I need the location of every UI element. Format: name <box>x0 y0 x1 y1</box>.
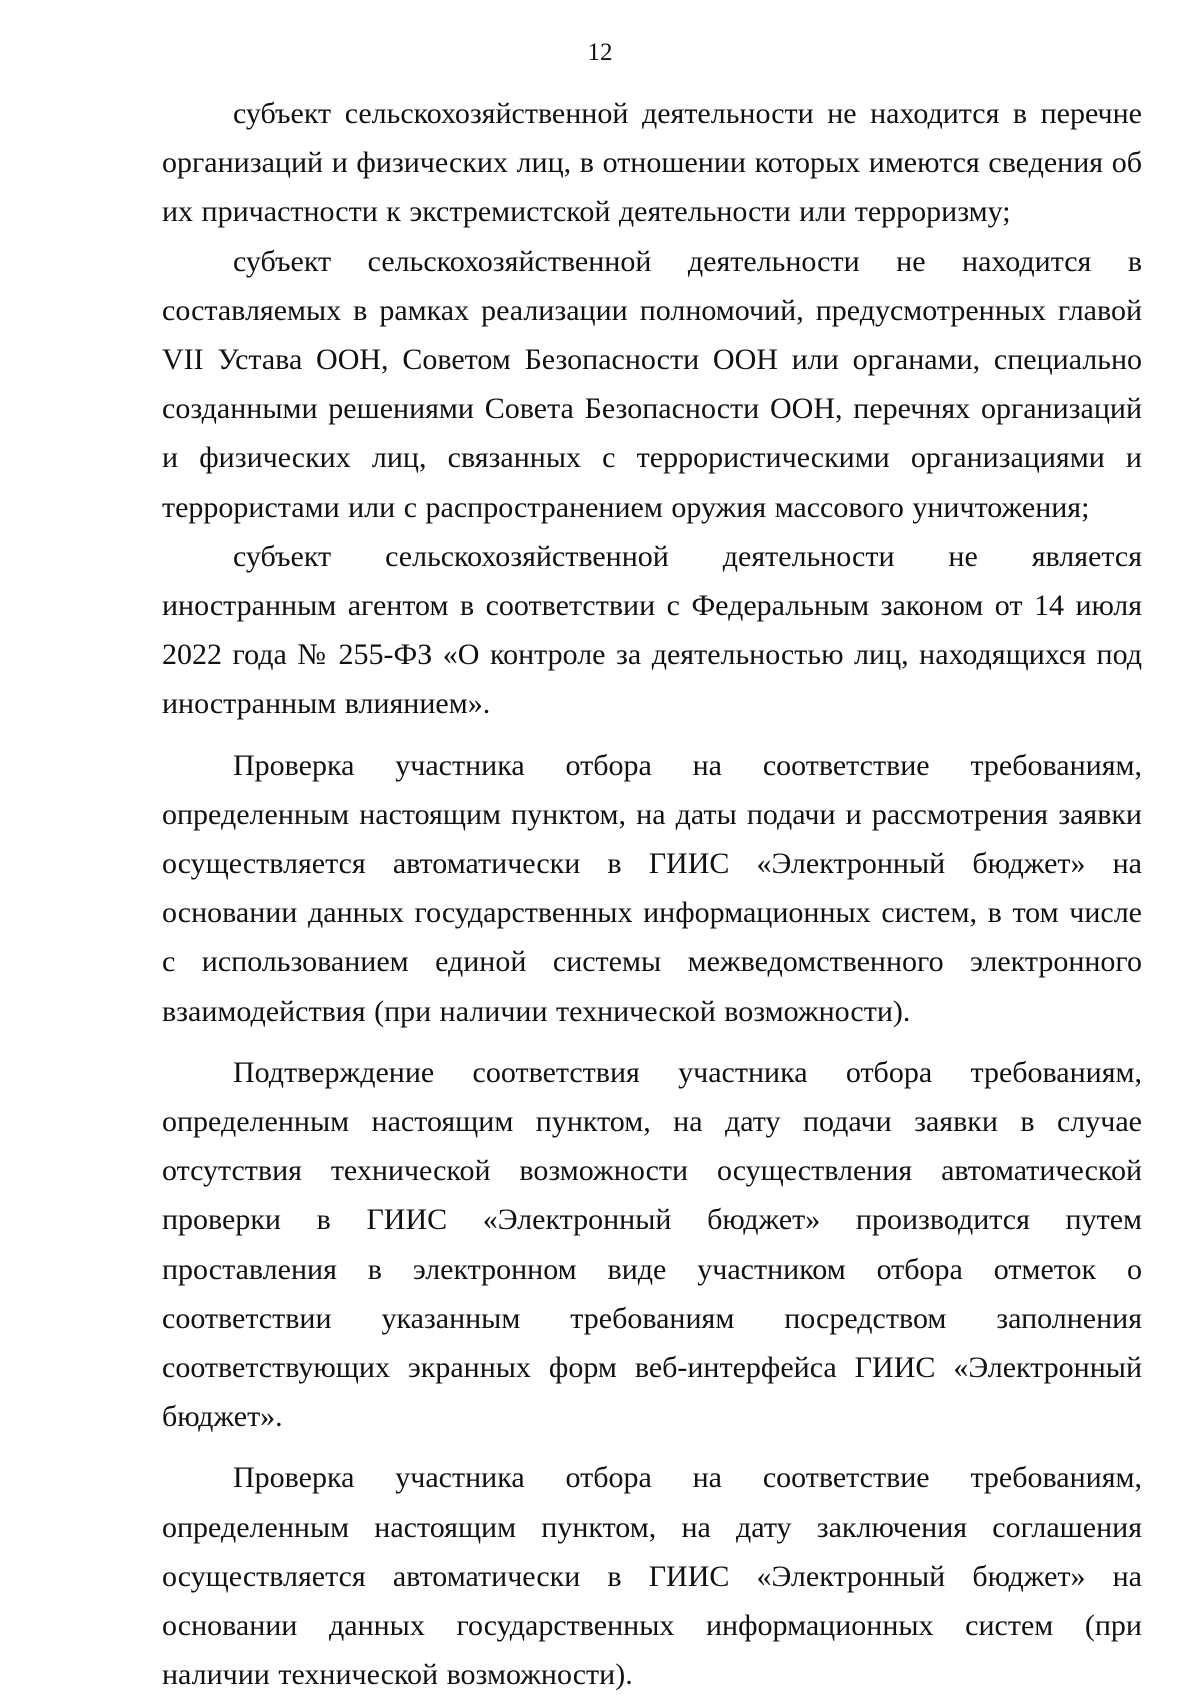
document-body <box>162 89 1142 1700</box>
paragraph-agreement-check: Проверка участника отбора на соответствие требованиям, определенным настоящим пунктом, на дату заключения соглашения осуществляется автоматически в ГИИС «Электронный бюджет» на основании данных государственных информационных систем (при наличии технической возможности). <box>162 1461 1142 1692</box>
paragraph-confirmation: Подтверждение соответствия участника отбора требованиям, определенным настоящим пунктом, на дату подачи заявки в случае отсутствия технической возможности осуществления автоматической проверки в ГИИС «Электронный бюджет» производится путем проставления в электронном виде участником отбора отметок о соответствии указанным требованиям посредством заполнения соответствующих экранных форм веб-интерфейса ГИИС «Электронный бюджет». <box>162 1055 1142 1434</box>
paragraph-un-sanctions-list: субъект сельскохозяйственной деятельности не находится в составляемых в рамках реализации полномочий, предусмотренных главой VII Устава ООН, Советом Безопасности ООН или органами, специально созданными решениями Совета Безопасности ООН, перечнях организаций и физических лиц, связанных с террористическими организациями и террористами или с распространением оружия массового уничтожения; <box>162 244 1142 524</box>
paragraph-foreign-agent: субъект сельскохозяйственной деятельности не является иностранным агентом в соответствии с Федеральным законом от 14 июля 2022 года № 255-ФЗ «О контроле за деятельностью лиц, находящихся под иностранным влиянием». <box>162 539 1142 721</box>
paragraph-automatic-check: Проверка участника отбора на соответствие требованиям, определенным настоящим пунктом, на даты подачи и рассмотрения заявки осуществляется автоматически в ГИИС «Электронный бюджет» на основании данных государственных информационных систем, в том числе с использованием единой системы межведомственного электронного взаимодействия (при наличии технической возможности). <box>162 748 1142 1028</box>
page-number: 12 <box>587 39 613 66</box>
paragraph-extremism-list: субъект сельскохозяйственной деятельности не находится в перечне организаций и физических лиц, в отношении которых имеются сведения об их причастности к экстремистской деятельности или терроризму; <box>162 97 1142 229</box>
